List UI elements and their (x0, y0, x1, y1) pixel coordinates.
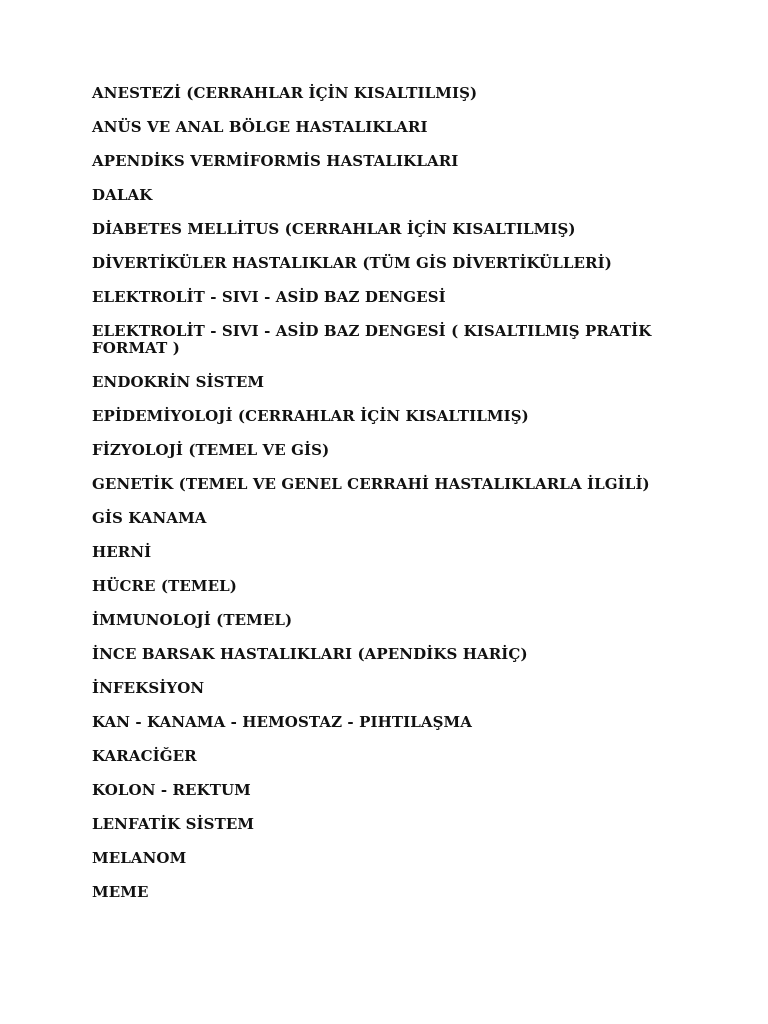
topic-item: ELEKTROLİT - SIVI - ASİD BAZ DENGESİ (92, 288, 446, 306)
topic-item: EPİDEMİYOLOJİ (CERRAHLAR İÇİN KISALTILMIŞ) (92, 407, 529, 425)
topic-item: GİS KANAMA (92, 509, 207, 527)
topic-item: KOLON - REKTUM (92, 781, 251, 799)
topic-item: KARACİĞER (92, 747, 197, 765)
topic-item: ANESTEZİ (CERRAHLAR İÇİN KISALTILMIŞ) (92, 84, 478, 102)
topic-item: ENDOKRİN SİSTEM (92, 373, 265, 391)
topic-item: ANÜS VE ANAL BÖLGE HASTALIKLARI (92, 118, 428, 136)
topic-item: İMMUNOLOJİ (TEMEL) (92, 611, 293, 629)
topic-item: APENDİKS VERMİFORMİS HASTALIKLARI (92, 152, 459, 170)
topic-item: İNCE BARSAK HASTALIKLARI (APENDİKS HARİÇ) (92, 645, 528, 663)
topic-item: İNFEKSİYON (92, 679, 205, 697)
topic-item: DİVERTİKÜLER HASTALIKLAR (TÜM GİS DİVERTİKÜLLERİ) (92, 254, 612, 272)
topic-item: HERNİ (92, 543, 152, 561)
topic-item: KAN - KANAMA - HEMOSTAZ - PIHTILAŞMA (92, 713, 472, 731)
topic-item: FİZYOLOJİ (TEMEL VE GİS) (92, 441, 330, 459)
topic-item: HÜCRE (TEMEL) (92, 577, 237, 595)
topic-item: DALAK (92, 186, 153, 204)
topic-item: DİABETES MELLİTUS (CERRAHLAR İÇİN KISALTILMIŞ) (92, 220, 576, 238)
topic-item: MEME (92, 883, 149, 901)
topic-item: GENETİK (TEMEL VE GENEL CERRAHİ HASTALIKLARLA İLGİLİ) (92, 475, 650, 493)
topic-item: LENFATİK SİSTEM (92, 815, 255, 833)
topic-list (92, 85, 692, 918)
topic-item: MELANOM (92, 849, 187, 867)
topic-item: ELEKTROLİT - SIVI - ASİD BAZ DENGESİ ( KISALTILMIŞ PRATİK FORMAT ) (92, 322, 652, 357)
